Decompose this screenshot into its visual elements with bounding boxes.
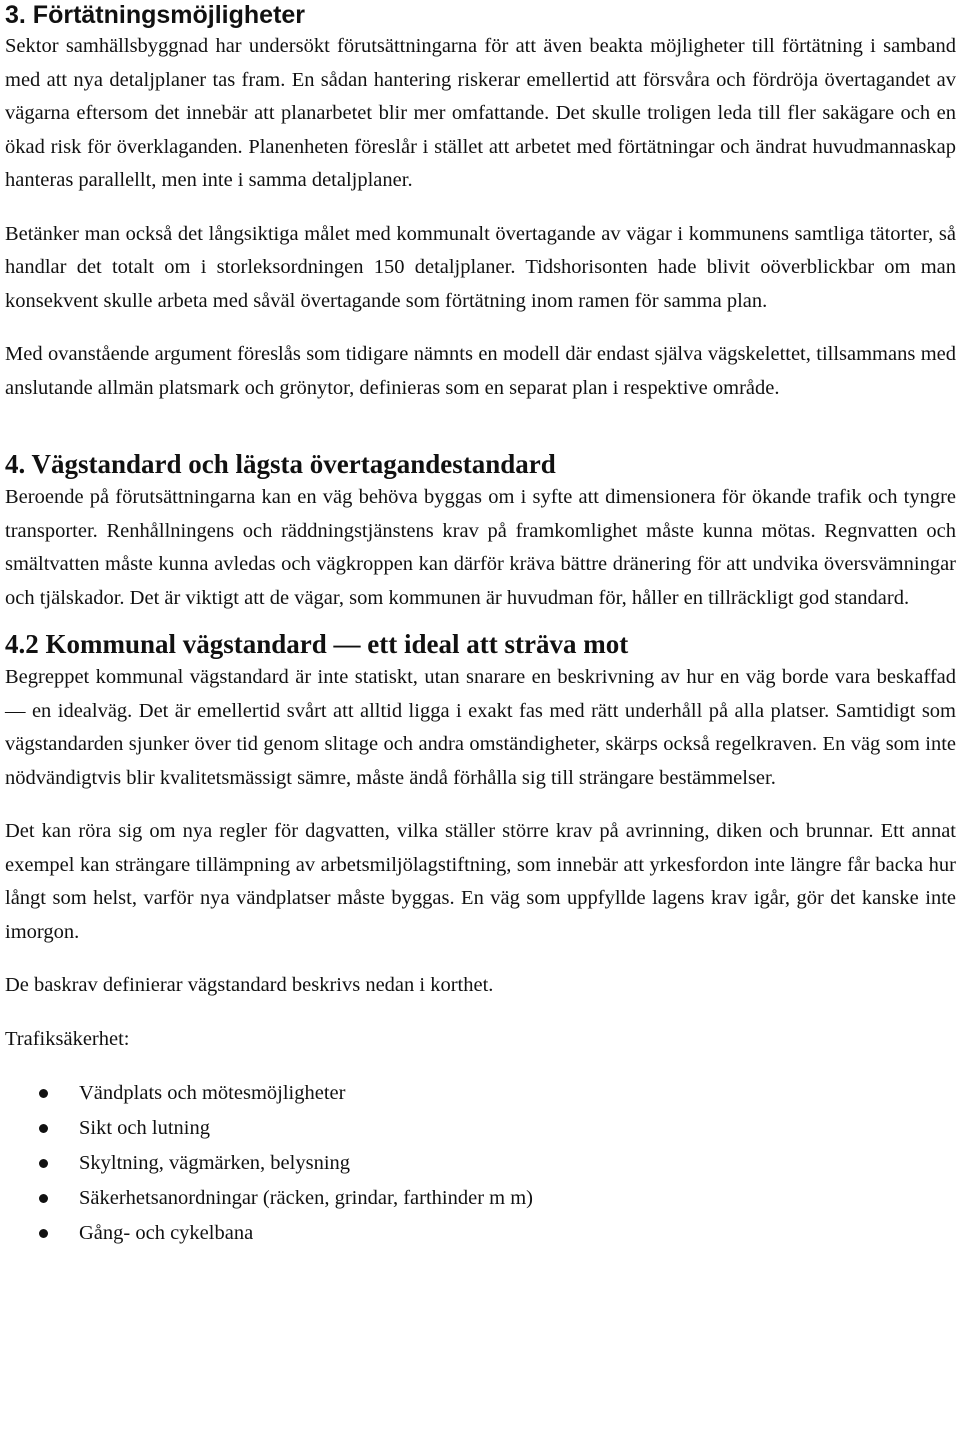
traffic-safety-label: Trafiksäkerhet:: [5, 1027, 130, 1050]
bullet-icon: [39, 1159, 48, 1168]
traffic-safety-list: [5, 1076, 956, 1251]
document-page: [5, 0, 956, 1251]
section-4-2-heading: 4.2 Kommunal vägstandard — ett ideal att sträva mot: [5, 629, 629, 659]
list-item: [5, 1181, 956, 1216]
section-4-2-paragraph-2: Det kan röra sig om nya regler för dagvatten, vilka ställer större krav på avrinning, diken och brunnar. Ett annat exempel kan strängare tillämpning av arbetsmiljölagstiftning, som innebär att yrkesfordon inte längre får backa hur långt som helst, varför nya vändplatser måste byggas. En väg som uppfyllde lagens krav igår, gör det kanske inte imorgon.: [5, 820, 956, 943]
list-item: [5, 1076, 956, 1111]
list-item: [5, 1216, 956, 1251]
list-item-text: Gång- och cykelbana: [79, 1222, 254, 1244]
list-item-text: Säkerhetsanordningar (räcken, grindar, farthinder m m): [79, 1187, 533, 1209]
bullet-icon: [39, 1124, 48, 1133]
section-4-2-paragraph-3: De baskrav definierar vägstandard beskrivs nedan i korthet.: [5, 974, 494, 996]
section-3-paragraph-1: Sektor samhällsbyggnad har undersökt förutsättningarna för att även beakta möjligheter till förtätning i samband med att nya detaljplaner tas fram. En sådan hantering riskerar emellertid att försvåra och fördröja övertagandet av vägarna eftersom det innebär att planarbetet blir mer omfattande. Det skulle troligen leda till fler sakägare och en ökad risk för överklaganden. Planenheten föreslår i stället att arbetet med förtätningar och ändrat huvudmannaskap hanteras parallellt, men inte i samma detaljplaner.: [5, 35, 956, 191]
bullet-icon: [39, 1089, 48, 1098]
section-4-heading: 4. Vägstandard och lägsta övertagandestandard: [5, 449, 556, 479]
list-item-text: Vändplats och mötesmöjligheter: [79, 1082, 346, 1104]
list-item: [5, 1111, 956, 1146]
section-3-paragraph-2: Betänker man också det långsiktiga målet med kommunalt övertagande av vägar i kommunens samtliga tätorter, så handlar det totalt om i storleksordningen 150 detaljplaner. Tidshorisonten hade blivit oöverblickbar om man konsekvent skulle arbeta med såväl övertagande som förtätning inom ramen för samma plan.: [5, 222, 956, 312]
list-item-text: Sikt och lutning: [79, 1117, 210, 1139]
list-item: [5, 1146, 956, 1181]
section-4-paragraph-1: Beroende på förutsättningarna kan en väg behöva byggas om i syfte att dimensionera för ökande trafik och tyngre transporter. Renhållningens och räddningstjänstens krav på framkomlighet måste kunna mötas. Regnvatten och smältvatten måste kunna avledas och vägkroppen kan därför kräva bättre dränering för att undvika översvämningar och tjälskador. Det är viktigt att de vägar, som kommunen är huvudman för, håller en tillräckligt god standard.: [5, 486, 956, 609]
section-3-heading: 3. Förtätningsmöjligheter: [5, 1, 306, 29]
bullet-icon: [39, 1194, 48, 1203]
section-4-2-paragraph-1: Begreppet kommunal vägstandard är inte statiskt, utan snarare en beskrivning av hur en väg borde vara beskaffad — en idealväg. Det är emellertid svårt att alltid ligga i exakt fas med rätt underhåll på alla platser. Samtidigt som vägstandarden sjunker över tid genom slitage och andra omständigheter, skärps också regelkraven. En väg som inte nödvändigtvis blir kvalitetsmässigt sämre, måste ändå förhålla sig till strängare bestämmelser.: [5, 666, 956, 789]
section-3-paragraph-3: Med ovanstående argument föreslås som tidigare nämnts en modell där endast själva vägskelettet, tillsammans med anslutande allmän platsmark och grönytor, definieras som en separat plan i respektive område.: [5, 343, 956, 399]
bullet-icon: [39, 1229, 48, 1238]
list-item-text: Skyltning, vägmärken, belysning: [79, 1152, 351, 1174]
